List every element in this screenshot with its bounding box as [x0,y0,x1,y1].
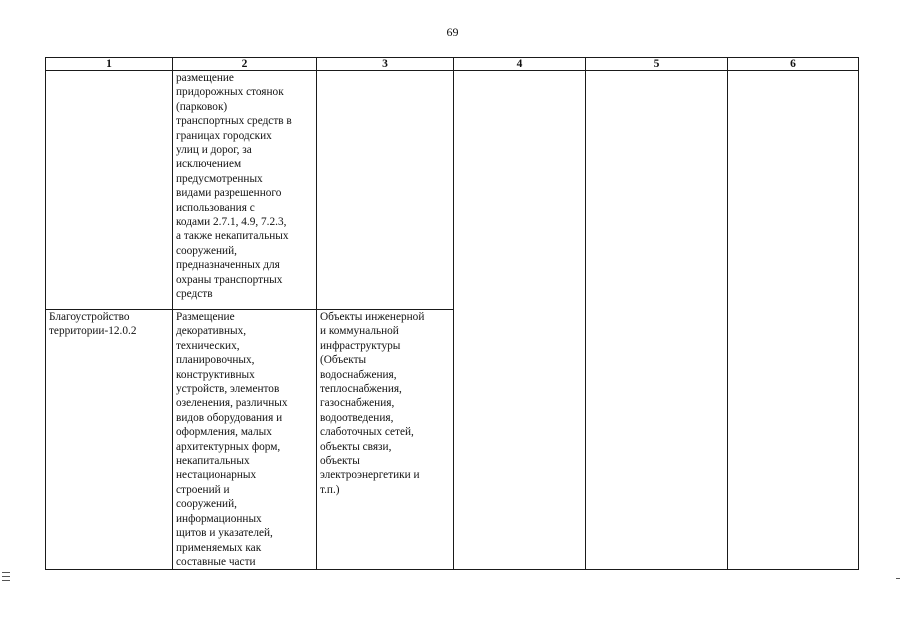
table-header-row [46,58,859,71]
header-col-2: 2 [173,58,317,71]
cell-col-6 [728,310,859,570]
cell-description [173,310,317,570]
cell-col-4 [454,310,586,570]
cell-col-5 [586,310,728,570]
scan-edge-mark [896,578,900,579]
cell-objects [317,310,454,570]
zoning-table [45,57,859,570]
cell-text: Объекты инженерной и коммунальной инфраструктуры (Объекты водоснабжения, теплоснабжения, газоснабжения, водоотведения, слаботочных сетей, объекты связи, объекты электроэнергетики и т.п.) [320,311,425,496]
cell-col-4 [454,71,586,310]
cell-text: Размещение декоративных, технических, планировочных, конструктивных устройств, элементов озеленения, различных видов оборудования и оформления, малых архитектурных форм, некапитальных нестационарных строений и сооружений, информационных щитов и указателей, применяемых как составные части [176,311,288,568]
cell-description [173,71,317,310]
table-row [46,71,859,310]
cell-col-6 [728,71,859,310]
cell-col-5 [586,71,728,310]
header-col-4: 4 [454,58,586,71]
header-col-1: 1 [46,58,173,71]
header-col-5: 5 [586,58,728,71]
cell-text: Благоустройство территории-12.0.2 [49,311,137,338]
page-number: 69 [446,25,459,39]
scan-edge-mark [2,576,10,577]
header-col-3: 3 [317,58,454,71]
scan-edge-mark [2,580,10,581]
header-col-6: 6 [728,58,859,71]
cell-type-name [46,310,173,570]
table-row [46,310,859,570]
cell-type-name [46,71,173,310]
cell-objects [317,71,454,310]
cell-text: размещение придорожных стоянок (парковок) транспортных средств в границах городских улиц и дорог, за исключением предусмотренных видами разрешенного использования с кодами 2.7.1, 4.9, 7.2.3, а также некапитальных сооружений, предназначенных для охраны транспортных средств [176,72,292,301]
scan-edge-mark [2,572,10,573]
